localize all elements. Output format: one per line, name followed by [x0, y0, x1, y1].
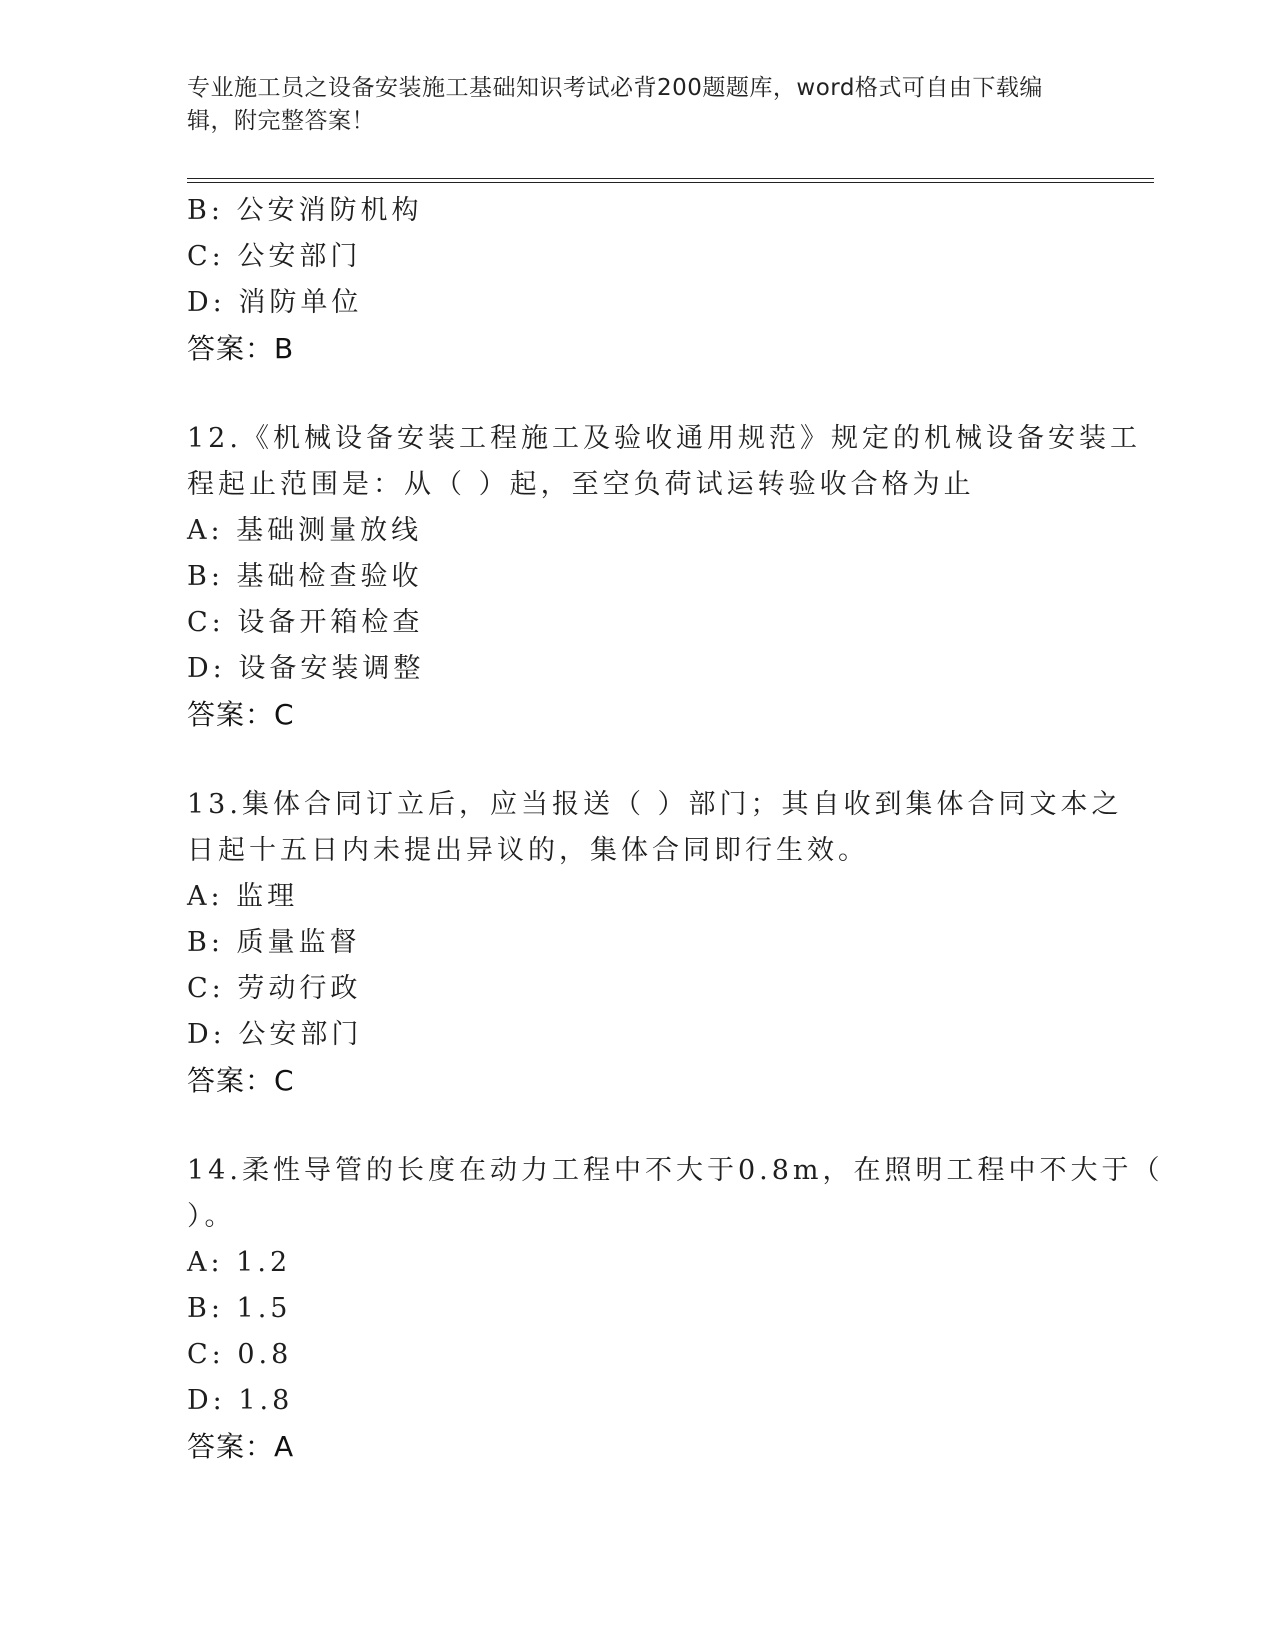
- option-b: B: 基础检查验收: [187, 561, 423, 592]
- option-c: C: 劳动行政: [187, 973, 362, 1004]
- spacer: [187, 738, 1087, 782]
- option-c: C: 设备开箱检查: [187, 607, 424, 638]
- answer-line: 答案：C: [187, 698, 295, 731]
- option-d: D: 设备安装调整: [187, 653, 425, 684]
- option-a: A: 监理: [187, 881, 299, 912]
- question-fragment: [187, 188, 1087, 372]
- answer-line: 答案：C: [187, 1064, 295, 1097]
- option-c: C: 公安部门: [187, 241, 362, 272]
- option-a: A: 基础测量放线: [187, 515, 423, 546]
- question-14: [187, 1148, 1164, 1470]
- page-header: [187, 72, 1067, 138]
- question-list: [187, 188, 1164, 1470]
- question-text-line-2: 程起止范围是：从（ ）起，至空负荷试运转验收合格为止: [187, 469, 975, 500]
- spacer: [187, 1104, 1087, 1148]
- option-b: B: 公安消防机构: [187, 195, 423, 226]
- option-c: C: 0.8: [187, 1339, 293, 1370]
- answer-line: 答案：B: [187, 332, 295, 365]
- header-title: 专业施工员之设备安装施工基础知识考试必背200题题库，word格式可自由下载编辑，附完整答案！: [187, 75, 1043, 134]
- header-divider: [187, 178, 1154, 183]
- question-text-line-2: ）。: [187, 1201, 236, 1232]
- question-text-line-2: 日起十五日内未提出异议的，集体合同即行生效。: [187, 835, 869, 866]
- option-d: D: 消防单位: [187, 287, 363, 318]
- question-text-line-1: 13.集体合同订立后，应当报送（ ）部门；其自收到集体合同文本之: [187, 789, 1123, 820]
- question-text-line-1: 12.《机械设备安装工程施工及验收通用规范》规定的机械设备安装工: [187, 423, 1141, 454]
- question-12: [187, 416, 1141, 738]
- question-13: [187, 782, 1123, 1104]
- option-d: D: 1.8: [187, 1385, 294, 1416]
- option-b: B: 质量监督: [187, 927, 361, 958]
- option-b: B: 1.5: [187, 1293, 292, 1324]
- spacer: [187, 372, 1087, 416]
- option-a: A: 1.2: [187, 1247, 292, 1278]
- answer-line: 答案：A: [187, 1430, 295, 1463]
- option-d: D: 公安部门: [187, 1019, 363, 1050]
- question-text-line-1: 14.柔性导管的长度在动力工程中不大于0.8m，在照明工程中不大于（: [187, 1155, 1164, 1186]
